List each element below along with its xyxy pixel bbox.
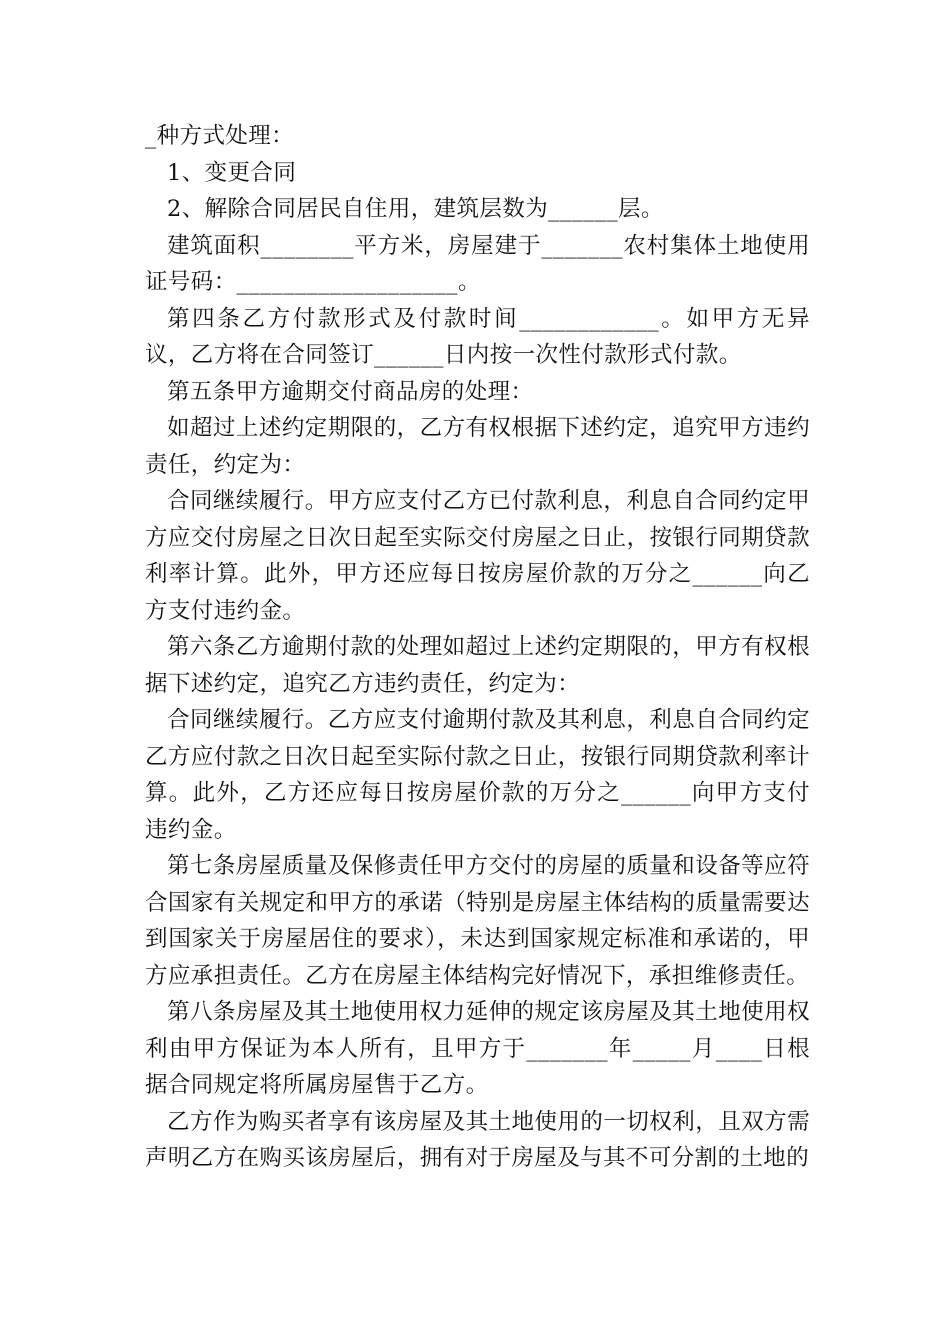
clause-4-payment: 第四条乙方付款形式及付款时间____________。如甲方无异议，乙方将在合同签订______日内按一次性付款形式付款。: [145, 305, 810, 368]
list-item-terminate-contract: 2、解除合同居民自住用，建筑层数为______层。: [167, 196, 664, 222]
clause-7-quality: 第七条房屋质量及保修责任甲方交付的房屋的质量和设备等应符合国家有关规定和甲方的承诺（特别是房屋主体结构的质量需要达到国家关于房屋居住的要求），未达到国家规定标准和承诺的，甲方应承担责任。乙方在房屋主体结构完好情况下，承担维修责任。: [145, 853, 810, 989]
paragraph-building-area: 建筑面积________平方米，房屋建于_______农村集体土地使用证号码：___________________。: [145, 232, 810, 295]
list-item-change-contract: 1、变更合同: [167, 159, 297, 186]
clause-6-heading: 第六条乙方逾期付款的处理如超过上述约定期限的，甲方有权根据下述约定，追究乙方违约责任，约定为：: [145, 634, 810, 697]
clause-8-land-rights: 第八条房屋及其土地使用权力延伸的规定该房屋及其土地使用权利由甲方保证为本人所有，且甲方于_______年_____月____日根据合同规定将所属房屋售于乙方。: [145, 999, 810, 1098]
paragraph-continuation: _种方式处理：: [145, 123, 295, 149]
clause-5-continue: 合同继续履行。甲方应支付乙方已付款利息，利息自合同约定甲方应交付房屋之日次日起至实际交付房屋之日止，按银行同期贷款利率计算。此外，甲方还应每日按房屋价款的万分之______向乙方支付违约金。: [145, 488, 810, 624]
document-body: [145, 118, 810, 1177]
paragraph-buyer-rights: 乙方作为购买者享有该房屋及其土地使用的一切权利，且双方需声明乙方在购买该房屋后，拥有对于房屋及与其不可分割的土地的: [145, 1108, 810, 1171]
clause-5-heading: 第五条甲方逾期交付商品房的处理：: [167, 378, 534, 405]
clause-5-overdue: 如超过上述约定期限的，乙方有权根据下述约定，追究甲方违约责任，约定为：: [145, 415, 810, 478]
clause-6-continue: 合同继续履行。乙方应支付逾期付款及其利息，利息自合同约定乙方应付款之日次日起至实际付款之日止，按银行同期贷款利率计算。此外，乙方还应每日按房屋价款的万分之______向甲方支付违约金。: [145, 707, 810, 843]
